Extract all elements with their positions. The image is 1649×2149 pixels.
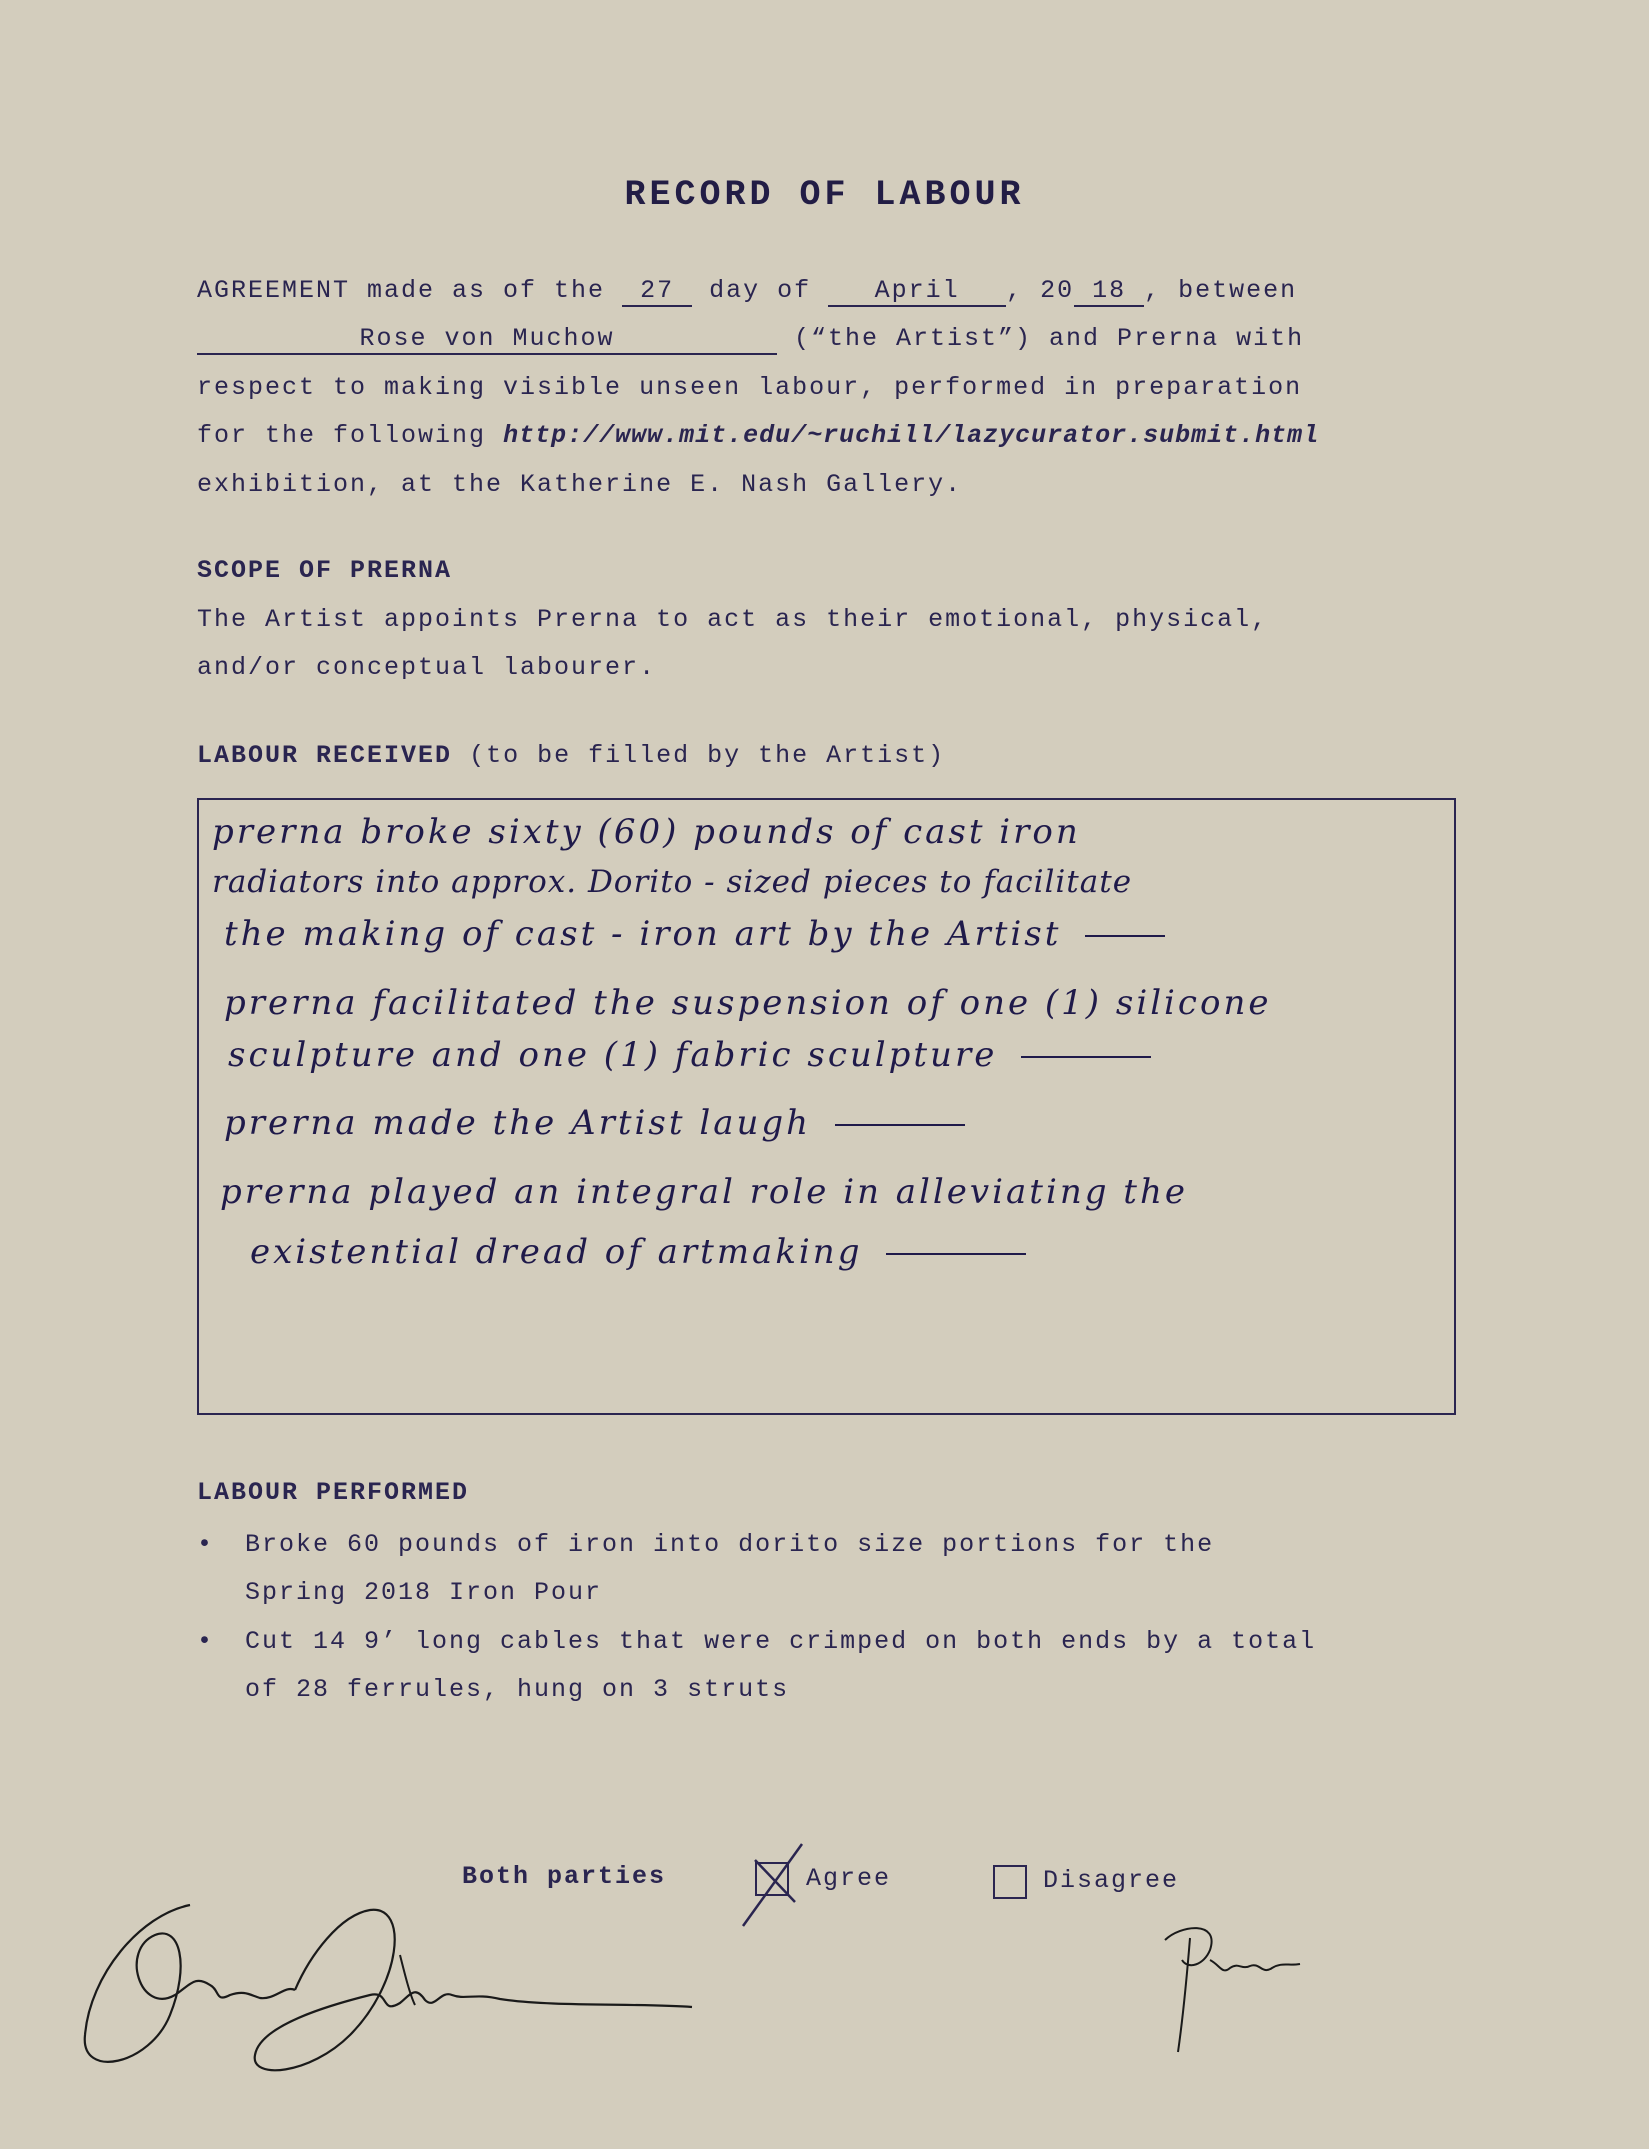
performed-heading: LABOUR PERFORMED (197, 1478, 470, 1507)
agreement-day-field: 27 (622, 277, 692, 307)
document-title: RECORD OF LABOUR (624, 175, 1025, 215)
agreement-prefix: AGREEMENT made as of the (197, 276, 606, 305)
agreement-year-prefix: , 20 (1006, 276, 1075, 305)
bullet-icon: • (197, 1530, 215, 1559)
agreement-line-3: respect to making visible unseen labour, performed in preparation (197, 373, 1303, 402)
received-heading-line (197, 741, 945, 770)
agreement-month-field: April (828, 277, 1006, 307)
scope-line-2: and/or conceptual labourer. (197, 653, 657, 682)
disagree-checkbox[interactable] (993, 1865, 1027, 1899)
artist-suffix: (“the Artist”) and Prerna with (794, 324, 1305, 353)
agree-label: Agree (806, 1864, 892, 1893)
handwritten-dash (1021, 1056, 1151, 1058)
handwritten-dash (886, 1253, 1026, 1255)
handwritten-line-with-dash (224, 1103, 965, 1143)
handwritten-line: prerna played an integral role in alleviating the (220, 1172, 1188, 1212)
handwritten-line-with-dash (224, 914, 1165, 954)
agreement-year-field: 18 (1074, 277, 1144, 307)
handwritten-line: prerna facilitated the suspension of one (1) silicone (224, 983, 1272, 1023)
scope-line-1: The Artist appoints Prerna to act as their emotional, physical, (197, 605, 1269, 634)
handwritten-line: prerna made the Artist laugh (224, 1103, 812, 1143)
prerna-signature-icon (1160, 1920, 1310, 2060)
performed-item-line: of 28 ferrules, hung on 3 struts (245, 1675, 790, 1704)
handwritten-line: sculpture and one (1) fabric sculpture (228, 1035, 998, 1075)
agreement-line-4 (197, 421, 1319, 450)
agreement-line-4-prefix: for the following (197, 421, 487, 450)
handwritten-line-with-dash (250, 1232, 1026, 1272)
agreement-between: , between (1144, 276, 1298, 305)
artist-signature-icon (80, 1895, 700, 2085)
handwritten-line: radiators into approx. Dorito - sized pieces to facilitate (212, 864, 1133, 900)
artist-name-field: Rose von Muchow (197, 325, 777, 355)
exhibition-url: http://www.mit.edu/~ruchill/lazycurator.submit.html (503, 421, 1320, 450)
performed-item-line: Cut 14 9’ long cables that were crimped on both ends by a total (245, 1627, 1317, 1656)
bullet-icon: • (197, 1627, 215, 1656)
both-parties-label: Both parties (462, 1862, 667, 1891)
received-heading: LABOUR RECEIVED (197, 741, 453, 770)
scope-heading: SCOPE OF PRERNA (197, 556, 453, 585)
agreement-line-2 (197, 324, 1304, 355)
handwritten-line-with-dash (228, 1035, 1151, 1075)
agree-check-mark-icon (740, 1840, 810, 1930)
handwritten-dash (835, 1124, 965, 1126)
performed-item-line: Spring 2018 Iron Pour (245, 1578, 603, 1607)
agreement-line-5: exhibition, at the Katherine E. Nash Gallery. (197, 470, 963, 499)
disagree-label: Disagree (1043, 1866, 1180, 1895)
handwritten-line: existential dread of artmaking (250, 1232, 863, 1272)
received-note: (to be filled by the Artist) (469, 741, 946, 770)
agreement-line-1 (197, 276, 1297, 307)
handwritten-dash (1085, 935, 1165, 937)
agreement-day-of: day of (709, 276, 812, 305)
handwritten-line: prerna broke sixty (60) pounds of cast iron (212, 812, 1081, 852)
performed-item-line: Broke 60 pounds of iron into dorito size portions for the (245, 1530, 1215, 1559)
handwritten-line: the making of cast - iron art by the Artist (224, 914, 1062, 954)
